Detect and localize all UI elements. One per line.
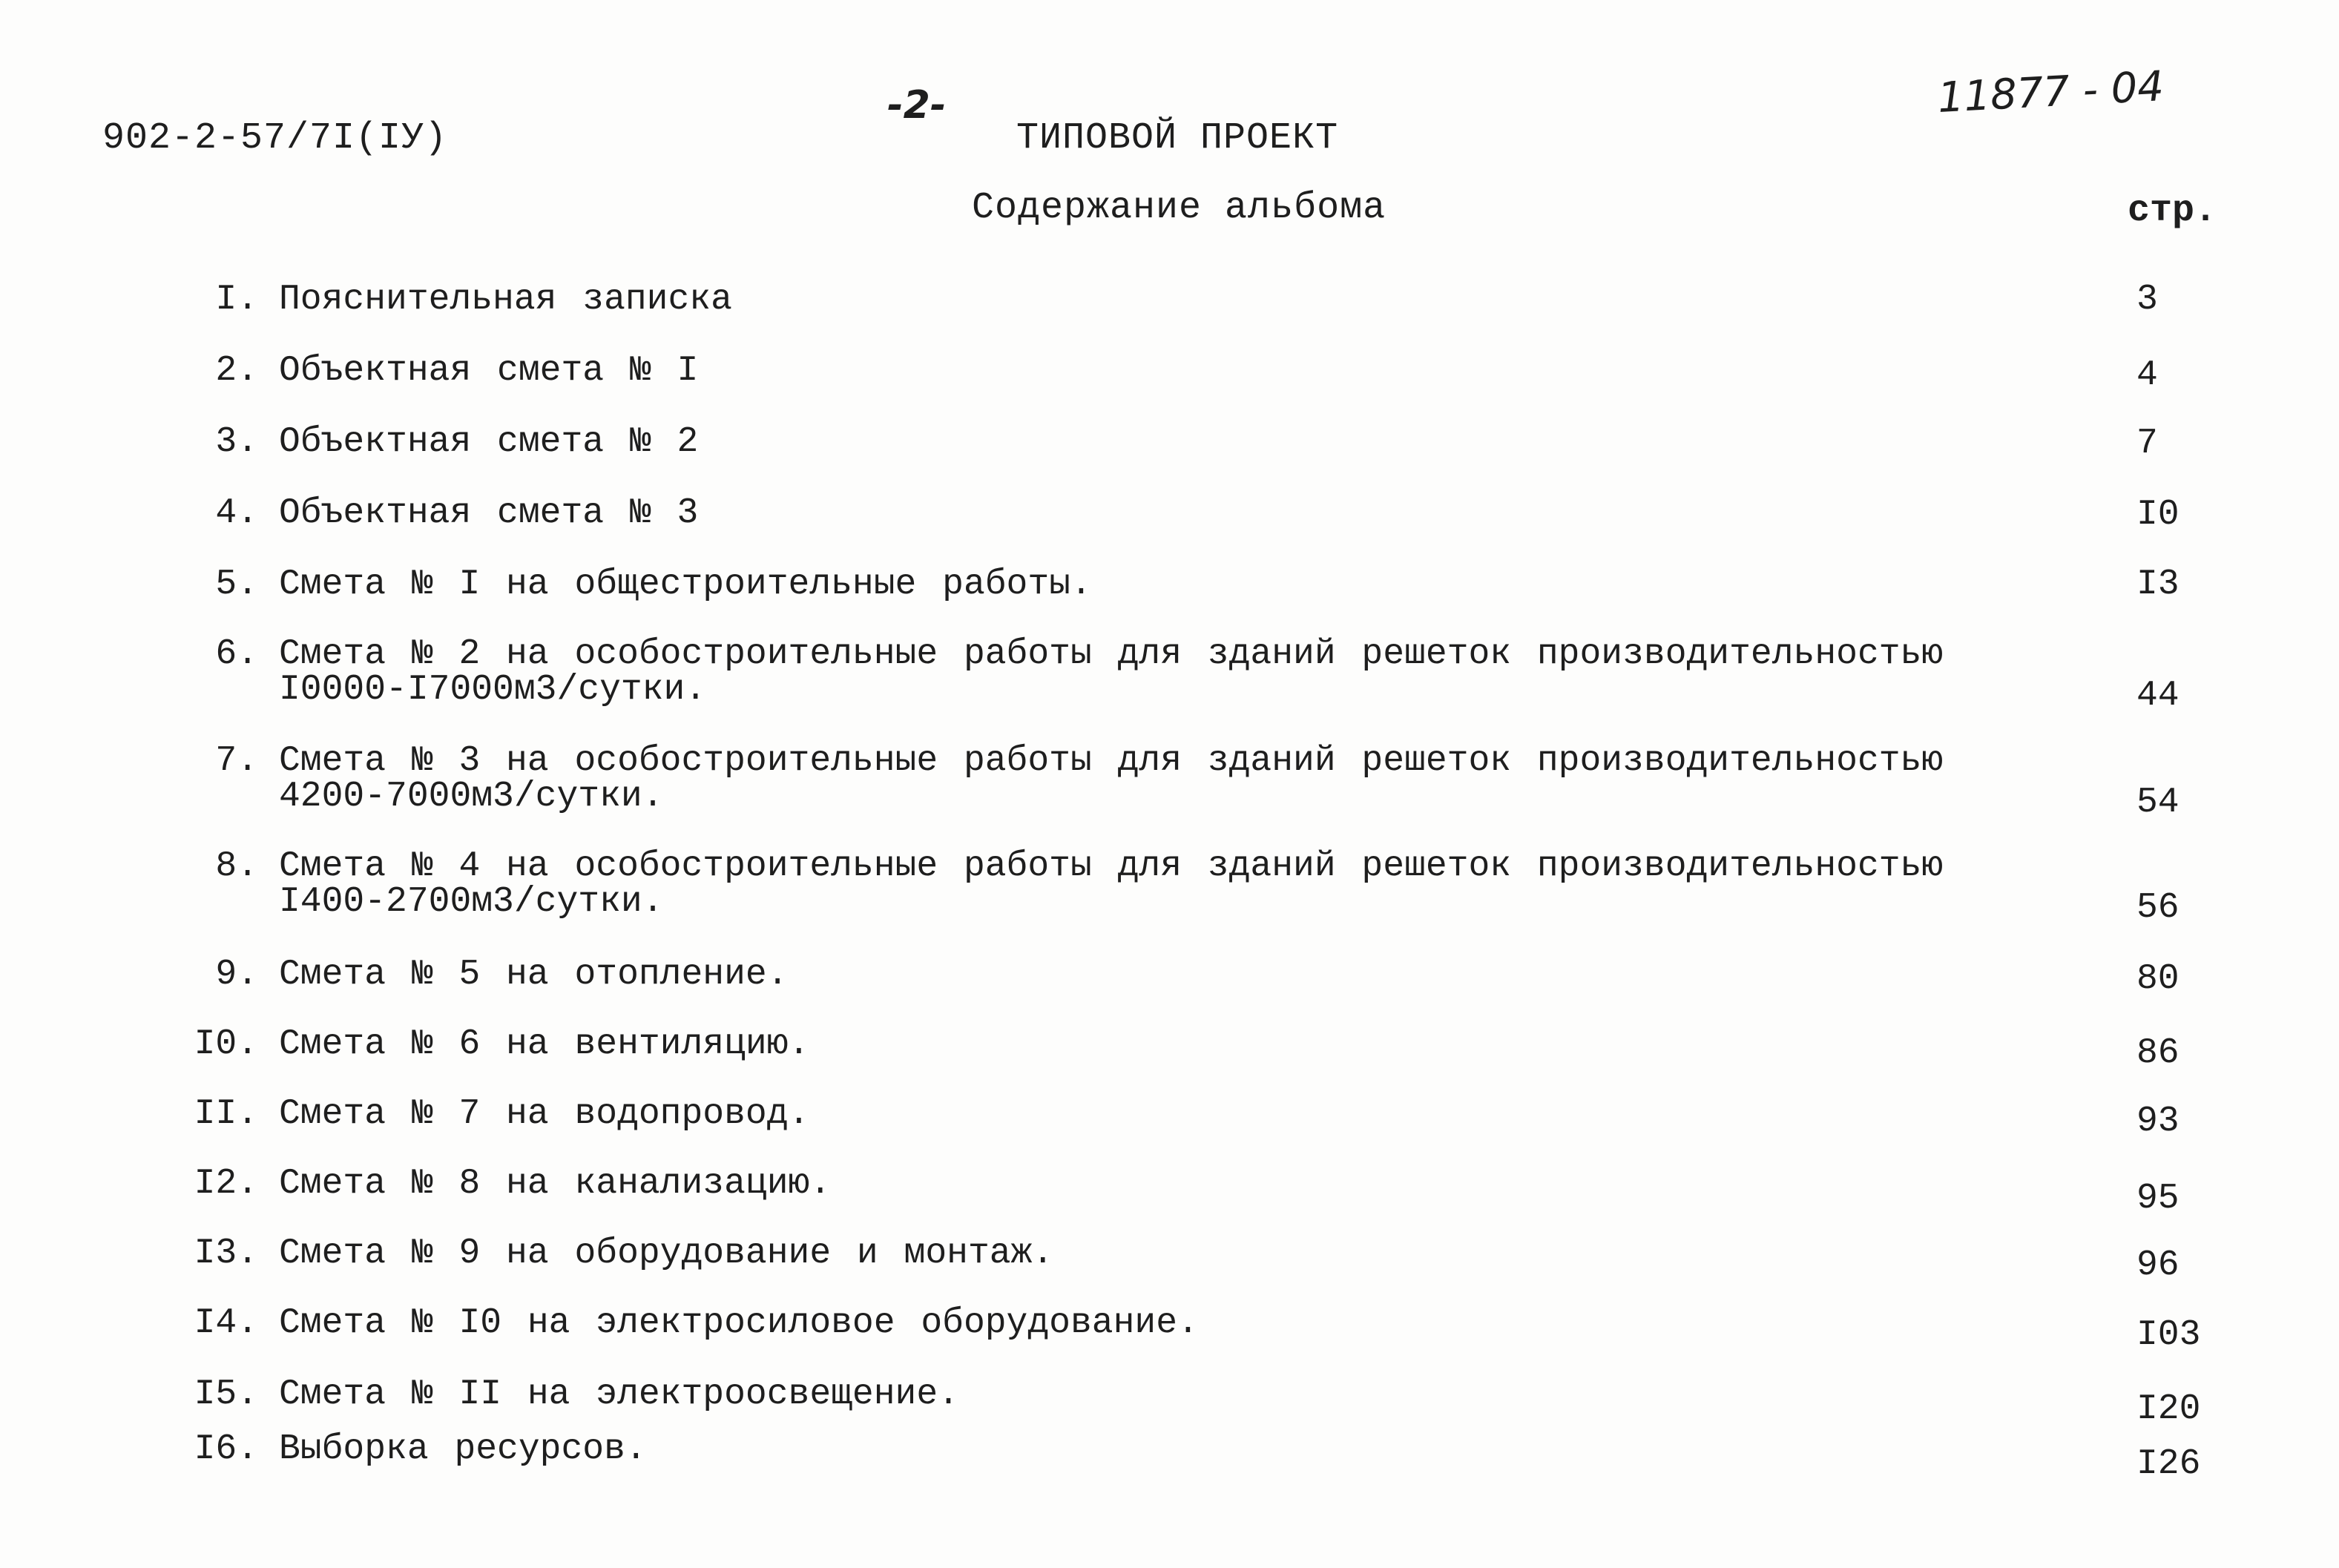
toc-item-title: Смета № 5 на отопление. (279, 955, 789, 995)
archive-number: 11877 - 04 (1936, 62, 2165, 122)
toc-item-page: 4 (2136, 355, 2158, 395)
toc-item-number: I0. (194, 1024, 258, 1064)
toc-item-number: I5. (194, 1374, 258, 1414)
toc-item-page: I26 (2136, 1444, 2201, 1484)
toc-item-number: I4. (194, 1303, 258, 1343)
toc-item-page: 80 (2136, 959, 2180, 999)
toc-item-title: Смета № 9 на оборудование и монтаж. (279, 1233, 1054, 1274)
toc-item-page: 95 (2136, 1179, 2180, 1219)
toc-item-title: Смета № 4 на особостроительные работы для зданий решеток производительностью I400-2700м3/сутки. (279, 846, 1944, 922)
contents-heading: Содержание альбома (972, 187, 1386, 229)
toc-item-number: 7. (215, 741, 258, 781)
toc-item-title: Смета № 6 на вентиляцию. (279, 1024, 810, 1064)
toc-item-number: 3. (215, 422, 258, 462)
toc-item-page: 3 (2136, 280, 2158, 320)
toc-item-number: I2. (194, 1164, 258, 1204)
page-column-heading: стр. (2128, 190, 2217, 232)
toc-item-title: Смета № 2 на особостроительные работы для зданий решеток производительностью I0000-I7000м3/сутки. (279, 634, 1944, 710)
toc-item-page: 7 (2136, 424, 2158, 464)
toc-item-title: Смета № 8 на канализацию. (279, 1164, 832, 1204)
toc-item-title: Смета № II на электроосвещение. (279, 1374, 959, 1414)
toc-item-page: 54 (2136, 783, 2180, 823)
toc-item-title: Смета № I0 на электросиловое оборудование. (279, 1303, 1199, 1343)
toc-item-page: I0 (2136, 495, 2180, 535)
toc-item-number: I. (215, 280, 258, 320)
page-number: -2- (887, 83, 947, 128)
toc-item-number: 6. (215, 634, 258, 674)
toc-item-page: 44 (2136, 676, 2180, 716)
toc-item-title: Объектная смета № I (279, 351, 699, 391)
toc-item-number: 9. (215, 955, 258, 995)
toc-item-page: I3 (2136, 564, 2180, 605)
toc-item-number: 5. (215, 564, 258, 605)
toc-item-page: I20 (2136, 1389, 2201, 1429)
toc-item-title: Выборка ресурсов. (279, 1429, 647, 1469)
toc-item-number: 8. (215, 846, 258, 886)
toc-item-page: 86 (2136, 1033, 2180, 1073)
toc-item-page: 93 (2136, 1101, 2180, 1142)
toc-item-page: 96 (2136, 1245, 2180, 1285)
toc-item-number: I3. (194, 1233, 258, 1274)
toc-item-title: Смета № 7 на водопровод. (279, 1094, 810, 1134)
toc-item-number: 4. (215, 493, 258, 533)
toc-item-title: Объектная смета № 2 (279, 422, 699, 462)
toc-item-page: I03 (2136, 1315, 2201, 1355)
toc-item-title: Смета № I на общестроительные работы. (279, 564, 1092, 605)
toc-item-title: Смета № 3 на особостроительные работы для зданий решеток производительностью 4200-7000м3/сутки. (279, 741, 1944, 817)
toc-item-number: 2. (215, 351, 258, 391)
project-title: ТИПОВОЙ ПРОЕКТ (1016, 117, 1339, 159)
toc-item-number: II. (194, 1094, 258, 1134)
toc-item-page: 56 (2136, 888, 2180, 928)
toc-item-number: I6. (194, 1429, 258, 1469)
toc-item-title: Пояснительная записка (279, 280, 732, 320)
document-code: 902-2-57/7I(IУ) (102, 117, 448, 159)
toc-item-title: Объектная смета № 3 (279, 493, 699, 533)
